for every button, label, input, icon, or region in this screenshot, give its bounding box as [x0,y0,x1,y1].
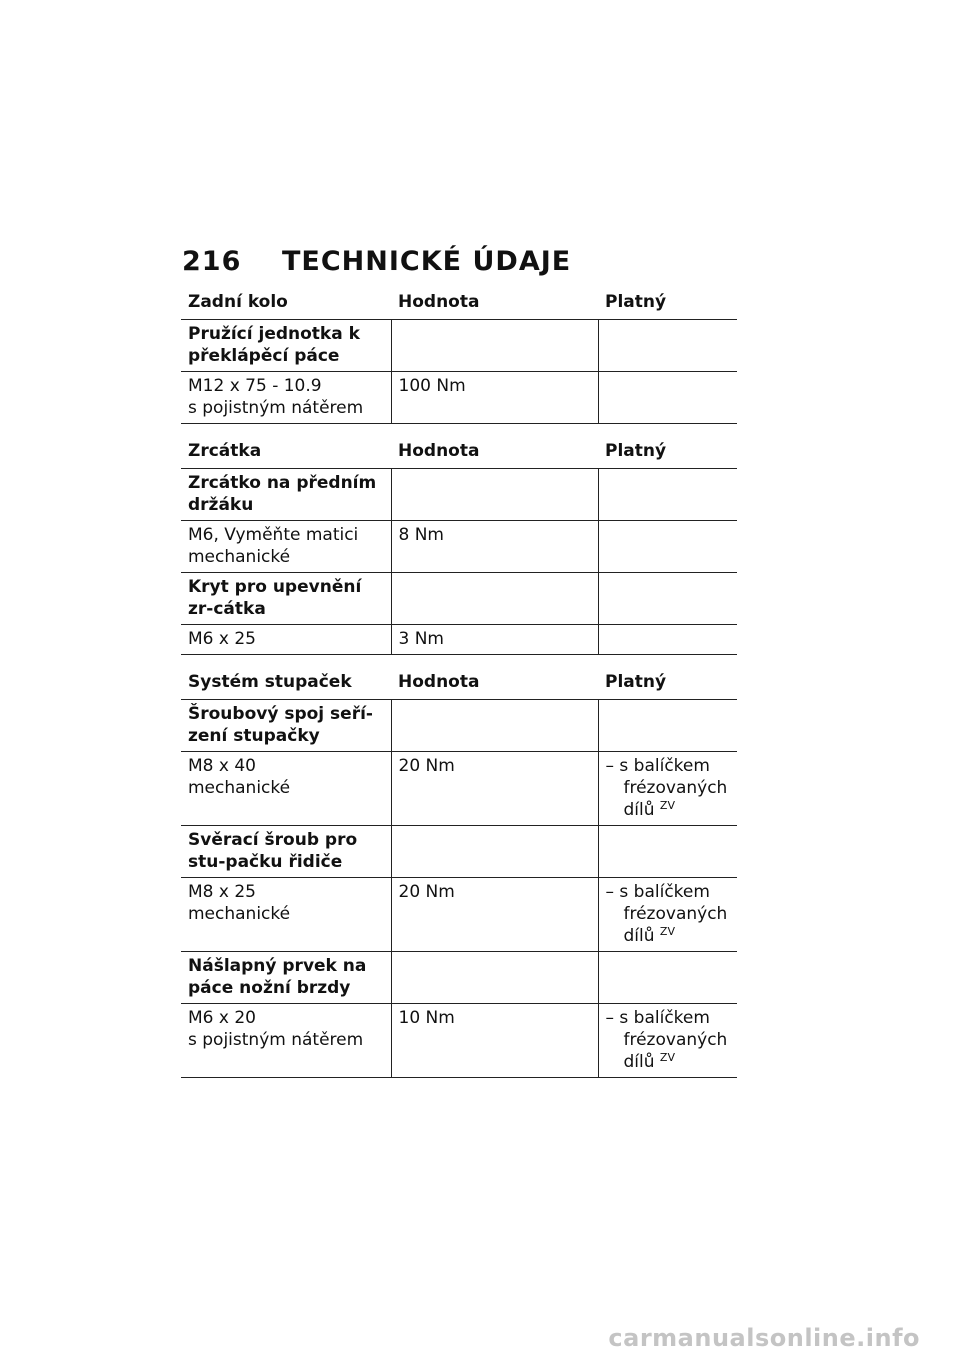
section-title: TECHNICKÉ ÚDAJE [282,246,572,277]
column-header: Systém stupaček [181,667,391,700]
validity-text: s balíčkem frézovaných dílů [619,756,728,820]
empty-cell [598,700,737,752]
spec-cell [181,521,391,573]
empty-cell [391,320,598,372]
empty-cell [598,320,737,372]
table-row [181,372,737,424]
validity-cell [598,752,737,826]
column-header: Platný [598,287,737,320]
component-label: Nášlapný prvek na páce nožní brzdy [181,952,391,1004]
empty-cell [598,521,737,573]
validity-text: s balíčkem frézovaných dílů [619,882,728,946]
table-header-row [181,667,737,700]
empty-cell [598,952,737,1004]
empty-cell [598,573,737,625]
spec-cell [181,372,391,424]
torque-value: 100 Nm [391,372,598,424]
page-number: 216 [182,246,242,277]
empty-cell [391,700,598,752]
spec-table-rear-wheel [181,287,737,424]
watermark-footer: carmanualsonline.info [608,1324,920,1352]
spec-line: M6 x 25 [188,629,256,649]
spec-table-footrests [181,667,737,1078]
spec-tables [181,287,737,1078]
table-row [181,320,737,372]
component-label: Šroubový spoj seří-zení stupačky [181,700,391,752]
column-header: Hodnota [391,287,598,320]
component-label: Kryt pro upevnění zr-cátka [181,573,391,625]
spec-line: s pojistným nátěrem [188,1030,364,1050]
table-row [181,752,737,826]
spec-line: M8 x 25 [188,882,256,902]
empty-cell [391,826,598,878]
spec-line: s pojistným nátěrem [188,398,364,418]
table-row [181,700,737,752]
table-row [181,826,737,878]
column-header: Hodnota [391,436,598,469]
page-title [182,244,571,280]
spec-line: M6, Vyměňte matici [188,525,359,545]
validity-text: s balíčkem frézovaných dílů [619,1008,728,1072]
column-header: Platný [598,667,737,700]
table-row [181,521,737,573]
spec-cell [181,1004,391,1078]
component-label: Pružící jednotka k překlápěcí páce [181,320,391,372]
option-code: ZV [659,925,675,938]
validity-note: – s balíčkem frézovaných dílů $^{ZV}$ [605,756,728,820]
option-code: ZV [659,1051,675,1064]
empty-cell [598,372,737,424]
column-header: Hodnota [391,667,598,700]
empty-cell [391,469,598,521]
torque-value: 20 Nm [391,752,598,826]
validity-note: – s balíčkem frézovaných dílů $^{ZV}$ [605,1008,728,1072]
table-row [181,625,737,655]
spec-line: M12 x 75 - 10.9 [188,376,322,396]
table-row [181,469,737,521]
validity-cell [598,878,737,952]
empty-cell [391,952,598,1004]
column-header: Platný [598,436,737,469]
spec-line: mechanické [188,547,291,567]
torque-value: 3 Nm [391,625,598,655]
column-header: Zrcátka [181,436,391,469]
table-header-row [181,436,737,469]
table-row [181,1004,737,1078]
component-label: Svěrací šroub pro stu-pačku řidiče [181,826,391,878]
table-row [181,573,737,625]
table-row [181,952,737,1004]
empty-cell [598,625,737,655]
spec-line: M6 x 20 [188,1008,256,1028]
spec-cell [181,625,391,655]
table-header-row [181,287,737,320]
empty-cell [391,573,598,625]
column-header: Zadní kolo [181,287,391,320]
empty-cell [598,469,737,521]
torque-value: 10 Nm [391,1004,598,1078]
option-code: ZV [659,799,675,812]
spec-line: mechanické [188,904,291,924]
spec-line: M8 x 40 [188,756,256,776]
validity-cell [598,1004,737,1078]
empty-cell [598,826,737,878]
spec-cell [181,752,391,826]
component-label: Zrcátko na předním držáku [181,469,391,521]
torque-value: 8 Nm [391,521,598,573]
spec-table-mirrors [181,436,737,655]
torque-value: 20 Nm [391,878,598,952]
spec-line: mechanické [188,778,291,798]
validity-note: – s balíčkem frézovaných dílů $^{ZV}$ [605,882,728,946]
spec-cell [181,878,391,952]
table-row [181,878,737,952]
